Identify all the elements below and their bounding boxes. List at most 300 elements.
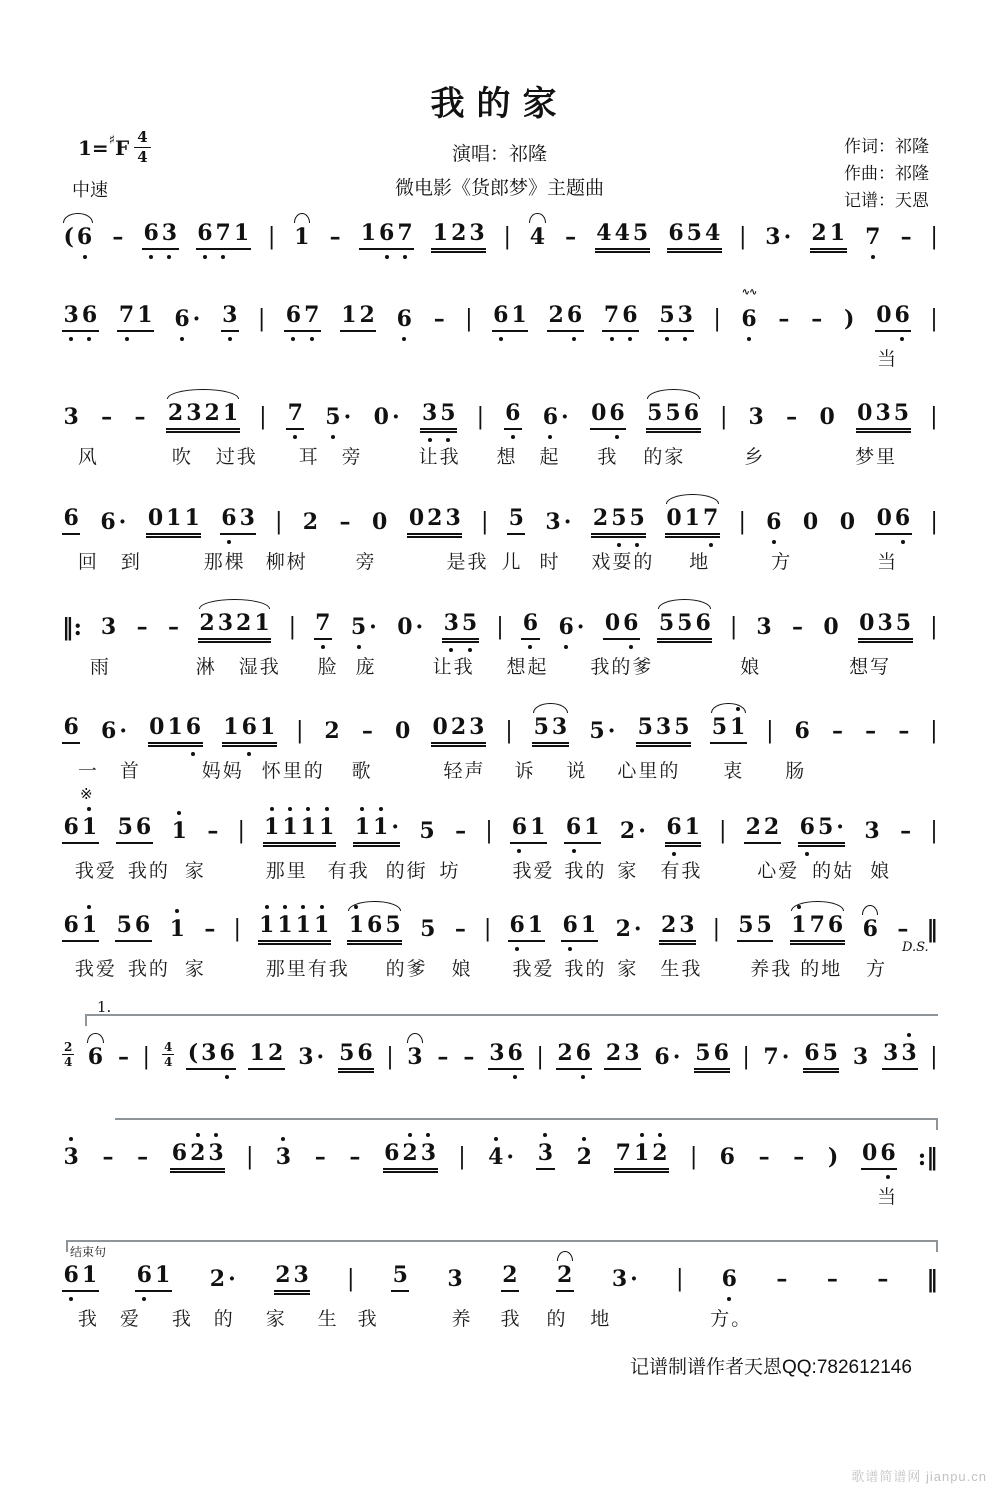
note-digit: 1	[263, 815, 281, 840]
note-digit: 6	[521, 611, 539, 636]
note-digit: 3	[447, 1265, 463, 1292]
note-digit: 3	[442, 611, 460, 636]
note-digit: 6	[893, 506, 911, 531]
note-group	[830, 719, 844, 744]
note-digit: 1	[317, 815, 335, 840]
note-group	[536, 1141, 554, 1170]
note-group	[146, 506, 201, 535]
note-digit: 1	[432, 219, 449, 246]
note-digit: 4	[596, 219, 612, 246]
note-group	[556, 1041, 593, 1070]
note-digit: 5	[647, 399, 663, 426]
barline: |	[476, 403, 485, 430]
augmentation-dot: ·	[118, 508, 127, 535]
note-group	[100, 405, 114, 430]
note-group	[274, 1145, 292, 1170]
note-digit: 0	[857, 399, 873, 426]
octave-dot-low	[615, 435, 619, 439]
note-group	[667, 221, 722, 250]
note-group	[196, 221, 251, 250]
notation-line-6	[62, 712, 938, 744]
note-digit: 6	[504, 401, 522, 426]
augmentation-dot: ·	[633, 915, 642, 942]
note-group	[765, 510, 783, 535]
lyric-syllable: 是我	[446, 552, 489, 573]
note-digit: 6	[765, 510, 783, 535]
octave-dot-low	[203, 255, 207, 259]
note-group	[301, 510, 319, 535]
note-group	[803, 1041, 840, 1070]
note-group	[822, 615, 840, 640]
lyric-syllable: 吹	[171, 447, 193, 468]
lyric-syllable: 旁	[355, 552, 377, 573]
note-digit: 6	[608, 401, 626, 426]
note-digit: 5	[817, 813, 834, 840]
octave-dot-high	[281, 1137, 285, 1141]
key-note: F	[114, 135, 130, 160]
note-digit: –	[877, 1265, 889, 1292]
octave-dot-low	[727, 1297, 731, 1301]
lyric-syllable: 到	[120, 552, 142, 573]
note-digit: 5	[756, 911, 772, 938]
octave-dot-low	[871, 255, 875, 259]
note-group	[694, 1041, 731, 1070]
note-digit: 3	[756, 613, 772, 640]
note-group	[323, 719, 341, 744]
octave-dot-high	[797, 905, 801, 909]
note-digit: 7	[763, 1043, 779, 1070]
note-digit: 6	[184, 715, 202, 740]
barline: |	[930, 1043, 938, 1070]
note-digit: 7	[117, 303, 135, 328]
lyric-syllable: 的街	[385, 861, 428, 882]
note-group	[62, 913, 99, 942]
note-digit: 1	[168, 917, 186, 942]
note-digit: 4	[529, 223, 546, 250]
note-digit: 6	[695, 609, 711, 636]
barline: |	[930, 305, 938, 332]
notation-line-10	[62, 1138, 938, 1170]
barline: |	[458, 1143, 466, 1170]
note-digit: 7	[615, 1139, 631, 1166]
lyric-syllable: 我	[171, 1309, 193, 1330]
notation-line-7	[62, 812, 938, 844]
note-digit: 6	[63, 504, 79, 531]
barline: |	[295, 717, 304, 744]
octave-dot-high	[408, 1133, 412, 1137]
lyric-syllable: 家	[184, 959, 206, 980]
note-digit: 0	[591, 399, 607, 426]
note-group	[432, 307, 446, 332]
note-digit: 4	[704, 219, 721, 246]
lyric-syllable: 梦里	[855, 447, 898, 468]
note-digit: 1	[632, 1141, 650, 1166]
note-digit: 1	[154, 1261, 171, 1288]
note-group	[792, 1145, 806, 1170]
note-digit: 3	[186, 399, 202, 426]
lyric-syllable: 那棵	[203, 552, 246, 573]
note-group	[62, 225, 94, 250]
note-digit: –	[112, 223, 124, 250]
note-digit: 5	[324, 405, 342, 430]
barline: |	[729, 613, 738, 640]
ending-phrase-label: 结束句	[70, 1245, 107, 1259]
augmentation-dot: ·	[672, 1043, 681, 1070]
note-digit: 3	[207, 1141, 225, 1166]
note-digit: 5	[895, 609, 912, 636]
volta-line-continued	[115, 1118, 938, 1120]
barline: |	[930, 817, 938, 844]
note-group	[391, 1263, 409, 1292]
note-digit: 3	[419, 1141, 437, 1166]
note-group	[221, 303, 239, 332]
barline: |	[483, 915, 492, 942]
note-digit: 7	[314, 611, 332, 636]
note-group	[313, 1145, 327, 1170]
note-digit: –	[865, 717, 877, 744]
note-digit: –	[454, 915, 466, 942]
lyric-syllable: 我	[77, 1309, 99, 1330]
lyric-syllable: 地	[590, 1309, 612, 1330]
note-digit: 5	[419, 817, 435, 844]
note-digit: 5	[117, 813, 133, 840]
note-digit: 1	[684, 813, 700, 840]
note-digit: 6	[574, 1041, 592, 1066]
octave-dot-high	[87, 807, 91, 811]
note-digit: 6	[367, 911, 383, 938]
lyric-syllable: 肠	[785, 761, 807, 782]
note-digit: 3	[160, 221, 178, 246]
octave-dot-high	[426, 1133, 430, 1137]
note-digit: 3	[679, 911, 695, 938]
octave-dot-low	[293, 435, 297, 439]
note-group	[453, 917, 467, 942]
volta-number: 1.	[97, 998, 112, 1016]
note-digit: 6	[798, 815, 816, 840]
note-digit: 1	[580, 911, 597, 938]
note-digit: 6	[510, 815, 528, 840]
octave-dot-low	[513, 1075, 517, 1079]
note-group	[338, 1041, 375, 1070]
note-group	[843, 307, 856, 332]
note-digit: 6	[541, 405, 559, 430]
note-digit: 2	[557, 1039, 573, 1066]
note-digit: 6	[87, 1043, 104, 1070]
note-group	[99, 615, 117, 640]
note-digit: 5	[658, 609, 675, 636]
note-digit: 7	[864, 225, 882, 250]
lyric-syllable: 坊	[439, 861, 461, 882]
note-group	[856, 401, 911, 430]
note-digit: 0	[859, 609, 875, 636]
note-digit: 5	[674, 713, 690, 740]
lyric-syllable: 湿我	[238, 657, 281, 678]
note-digit: –	[897, 915, 909, 942]
note-group	[349, 615, 378, 640]
note-digit: 6	[665, 815, 683, 840]
note-digit: 2	[763, 813, 780, 840]
augmentation-dot: ·	[576, 613, 585, 640]
note-group	[899, 225, 913, 250]
note-group	[170, 1141, 225, 1170]
note-digit: 7	[396, 221, 414, 246]
note-digit: 6	[720, 1267, 738, 1292]
note-digit: 0	[408, 504, 425, 531]
note-group	[297, 1045, 326, 1070]
note-group	[206, 819, 220, 844]
augmentation-dot: ·	[119, 717, 127, 744]
note-group	[62, 715, 80, 744]
note-digit: 5	[677, 609, 693, 636]
barline: |	[738, 508, 747, 535]
augmentation-dot: ·	[369, 613, 377, 640]
barline: |	[480, 508, 489, 535]
note-digit: 6	[135, 1263, 153, 1288]
lyric-syllable: 过我	[215, 447, 258, 468]
lyric-syllable: 我爱	[512, 959, 555, 980]
note-group	[588, 719, 617, 744]
note-digit: 5	[686, 219, 702, 246]
note-group	[896, 917, 910, 942]
tempo-marking: 中速	[72, 180, 108, 200]
augmentation-dot: ·	[783, 223, 792, 250]
note-group	[504, 401, 522, 430]
lyric-syllable: 方。	[710, 1309, 753, 1330]
note-digit: –	[463, 1043, 475, 1070]
note-digit: 1	[829, 219, 846, 246]
octave-dot-low	[191, 752, 195, 756]
barline: |	[503, 223, 512, 250]
note-digit: 2	[745, 813, 761, 840]
lyric-syllable: 当	[877, 552, 899, 573]
note-group	[142, 221, 179, 250]
note-digit: (	[187, 1039, 199, 1066]
note-digit: –	[900, 223, 912, 250]
note-digit: 5	[610, 506, 628, 531]
note-digit: 3	[883, 1039, 899, 1066]
note-digit: –	[314, 1143, 326, 1170]
note-group	[166, 401, 239, 430]
note-digit: 3	[676, 303, 694, 328]
barline: |	[386, 1043, 394, 1070]
lyric-syllable: 让我	[432, 657, 475, 678]
note-digit: 6	[794, 717, 810, 744]
note-group	[62, 815, 99, 844]
octave-dot-high	[658, 1133, 662, 1137]
lyric-syllable: 怀里的	[261, 761, 325, 782]
octave-dot-low	[628, 337, 632, 341]
lyric-syllable: 轻声	[443, 761, 486, 782]
barline: |	[766, 717, 774, 744]
note-digit: 5	[822, 1039, 838, 1066]
note-group	[100, 719, 129, 744]
note-group	[115, 913, 152, 942]
note-group	[521, 611, 539, 640]
note-group	[488, 1041, 525, 1070]
note-digit: 1	[299, 815, 317, 840]
lyric-syllable: 家	[184, 861, 206, 882]
note-group	[798, 815, 845, 844]
lyric-syllable: 娘	[740, 657, 762, 678]
lyric-syllable: 有我	[327, 861, 370, 882]
note-digit: –	[776, 1265, 788, 1292]
note-digit: 6	[100, 508, 116, 535]
note-digit: 0	[372, 508, 388, 535]
note-digit: –	[361, 717, 373, 744]
note-group	[347, 913, 402, 942]
note-digit: 5	[533, 713, 549, 740]
lyric-syllable: 我的爹	[590, 657, 654, 678]
note-group	[135, 615, 149, 640]
note-group	[99, 510, 128, 535]
note-digit: –	[134, 403, 146, 430]
note-digit: –	[831, 717, 843, 744]
note-digit: 1	[223, 713, 239, 740]
note-group	[462, 1045, 476, 1070]
note-digit: 0	[432, 713, 448, 740]
octave-dot-high	[283, 905, 287, 909]
lyric-syllable: 心爱	[757, 861, 800, 882]
note-digit: 6	[196, 221, 214, 246]
lyric-syllable: 庞	[355, 657, 377, 678]
octave-dot-high	[360, 807, 364, 811]
credits-block	[844, 133, 929, 214]
augmentation-dot: ·	[781, 1043, 790, 1070]
octave-dot-high	[494, 1137, 498, 1141]
note-digit: 0	[147, 504, 164, 531]
note-digit: 6	[101, 717, 117, 744]
octave-dot-high	[325, 807, 329, 811]
repeat-barline: ‖	[926, 915, 938, 943]
note-digit: 0	[373, 403, 389, 430]
octave-dot-low	[357, 645, 361, 649]
lyric-syllable: 我	[357, 1309, 379, 1330]
note-group	[863, 819, 881, 844]
note-group	[755, 615, 773, 640]
note-digit: 1	[511, 301, 527, 328]
note-digit: 2	[557, 1261, 573, 1288]
note-digit: 5	[385, 911, 401, 938]
note-digit: 3	[445, 504, 461, 531]
note-digit: 1	[167, 713, 183, 740]
note-digit: 3	[420, 401, 438, 426]
note-digit: 5	[339, 1039, 355, 1066]
subtitle: 微电影《货郎梦》主题曲	[394, 178, 604, 199]
note-group	[359, 221, 414, 250]
note-group	[528, 225, 546, 250]
note-group	[340, 303, 377, 332]
note-group	[406, 1045, 424, 1070]
notation-line-3	[62, 398, 938, 430]
note-digit: –	[778, 305, 790, 332]
note-group	[818, 405, 836, 430]
octave-dot-low	[83, 255, 87, 259]
note-digit: 6	[80, 303, 98, 328]
note-group	[418, 819, 436, 844]
note-group	[258, 913, 331, 942]
barline: |	[233, 915, 242, 942]
lyric-syllable: 我爱	[74, 959, 117, 980]
note-group	[324, 405, 353, 430]
note-group	[395, 307, 413, 332]
note-digit: 1	[584, 813, 600, 840]
note-digit: 6	[668, 219, 684, 246]
note-digit: 2	[302, 508, 318, 535]
lyric-syllable: 我的	[127, 861, 170, 882]
note-group	[710, 715, 747, 744]
note-digit: 3	[469, 219, 485, 246]
note-digit: 0	[876, 504, 892, 531]
note-digit: 2	[204, 399, 220, 426]
lyric-syllable: 家	[617, 861, 639, 882]
note-group	[383, 1141, 438, 1170]
note-digit: 2	[359, 301, 375, 328]
note-group	[618, 819, 647, 844]
barline: |	[245, 1143, 254, 1170]
note-group	[510, 815, 547, 844]
volta-hook	[85, 1014, 87, 1026]
note-group	[173, 307, 202, 332]
note-digit: 6	[240, 715, 258, 740]
lyric-syllable: 我的	[127, 959, 170, 980]
lyric-syllable: 风	[77, 447, 99, 468]
octave-dot-high	[270, 807, 274, 811]
singer-credit: 演唱：祁隆	[451, 144, 547, 165]
note-digit: 3	[407, 1043, 423, 1070]
note-digit: 2	[548, 301, 564, 328]
lyric-syllable: 雨	[89, 657, 111, 678]
notation-line-2	[62, 300, 938, 332]
lyric-syllable: 让我	[418, 447, 461, 468]
note-group	[360, 719, 374, 744]
lyric-syllable: 方	[771, 552, 793, 573]
octave-dot-high	[543, 1133, 547, 1137]
note-group	[62, 506, 80, 535]
notation-line-5	[62, 608, 938, 640]
barline: |	[929, 403, 938, 430]
note-digit: 5	[439, 401, 457, 426]
note-digit: 2	[811, 219, 827, 246]
note-group	[737, 913, 774, 942]
octave-dot-low	[225, 1075, 229, 1079]
note-digit: 3	[239, 504, 255, 531]
octave-dot-low	[402, 337, 406, 341]
note-digit: 6	[654, 1043, 670, 1070]
note-group	[791, 615, 805, 640]
note-group	[591, 506, 646, 535]
note-digit: 7	[286, 401, 304, 426]
note-digit: 6	[357, 1039, 373, 1066]
note-digit: –	[101, 403, 113, 430]
note-digit: 1	[790, 913, 808, 938]
octave-dot-high	[69, 1137, 73, 1141]
octave-dot-low	[69, 337, 73, 341]
barline: |	[505, 717, 513, 744]
note-digit: 3	[877, 609, 893, 636]
note-digit: –	[329, 223, 341, 250]
augmentation-dot: ·	[228, 1265, 236, 1292]
note-digit: 6	[713, 1039, 729, 1066]
segno-mark: ※	[80, 785, 93, 803]
octave-dot-low	[87, 337, 91, 341]
note-digit: 3	[62, 1145, 80, 1170]
note-digit: –	[793, 1143, 805, 1170]
composer-credit: 作曲：祁隆	[844, 164, 929, 183]
note-group	[657, 611, 712, 640]
note-group	[446, 1267, 464, 1292]
notation-line-9	[62, 1038, 938, 1070]
note-digit: 6	[564, 815, 582, 840]
